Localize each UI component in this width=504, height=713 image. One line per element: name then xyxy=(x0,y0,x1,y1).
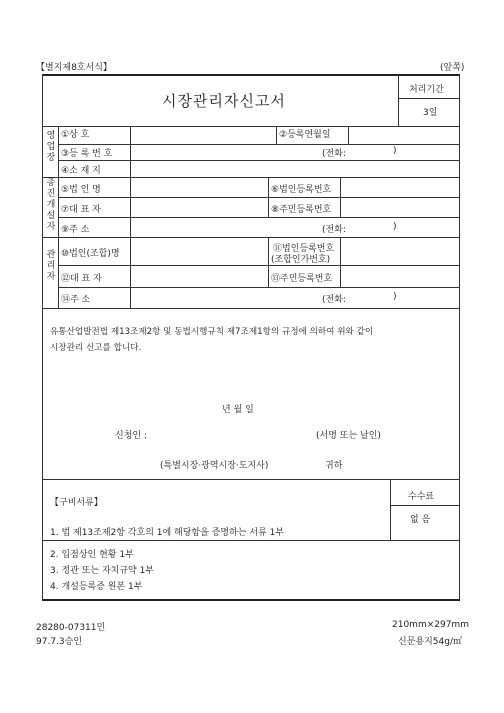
document-item: 4. 개설등록증 원본 1부 xyxy=(50,582,143,592)
row-line xyxy=(42,126,460,127)
section-manager-label: 관 리 자 xyxy=(46,250,56,282)
form-number: 【별지제8호서식】 xyxy=(36,63,112,73)
form-bottom-border xyxy=(42,599,460,601)
mgr-representative-label: ⑫대 표 자 xyxy=(61,274,102,284)
document-item: 1. 법 제13조제2항 각호의 1에 해당함을 증명하는 서류 1부 xyxy=(50,528,284,538)
row-line xyxy=(42,479,460,480)
row-line xyxy=(58,265,459,266)
processing-mid-line xyxy=(398,98,459,99)
footer-code: 28280-07311민 xyxy=(36,623,106,633)
founder-address-label: ⑨주 소 xyxy=(61,225,90,235)
cell-divider xyxy=(268,237,269,287)
addressee-suffix: 귀하 xyxy=(325,461,343,471)
form-right-border xyxy=(459,308,460,479)
fee-label: 수수료 xyxy=(408,492,435,502)
reg-number-label: ③등 록 번 호 xyxy=(61,149,113,159)
section-founder-label: 총 진 개 설 자 xyxy=(46,178,56,232)
processing-period-label: 처리기간 xyxy=(409,85,444,95)
reg-date-label: ②등록연월일 xyxy=(279,130,331,140)
cell-divider xyxy=(348,126,349,144)
processing-divider xyxy=(398,74,399,126)
processing-period-value: 3일 xyxy=(423,108,438,118)
documents-heading: 【구비서류】 xyxy=(50,498,103,508)
document-item: 2. 입점상인 현황 1부 xyxy=(50,550,134,560)
phone-close: ) xyxy=(393,222,397,232)
mgr-resident-no-label: ⑬주민등록번호 xyxy=(271,274,333,284)
trade-name-label: ①상 호 xyxy=(61,130,90,140)
phone-close: ) xyxy=(393,146,397,156)
row-line xyxy=(42,177,460,178)
form-right-border xyxy=(459,74,460,309)
mgr-address-label: ⑭주 소 xyxy=(61,295,91,305)
page-side-label: (앞쪽) xyxy=(440,63,465,73)
cell-divider xyxy=(340,237,341,287)
phone-label: (전화: xyxy=(322,225,346,235)
corp-reg-no-label: ⑥법인등록번호 xyxy=(271,185,332,195)
page-title: 시장관리자신고서 xyxy=(162,92,286,110)
mgr-union-approval-label: (조합인가번호) xyxy=(271,255,331,265)
form-left-border xyxy=(42,74,43,309)
phone-label: (전화: xyxy=(322,295,346,305)
row-line xyxy=(42,308,460,309)
statement-line-1: 유통산업발전법 제13조제2항 및 동법시행규칙 제7조제1항의 규정에 의하여 위와 같이 xyxy=(50,327,374,337)
footer-paper-size: 210mm×297mm xyxy=(392,620,469,630)
date-line: 년 월 일 xyxy=(222,405,254,415)
applicant-label: 신청인 : xyxy=(115,431,147,441)
mgr-corp-name-label: ⑩법인(조합)명 xyxy=(61,249,120,259)
signature-label: (서명 또는 날인) xyxy=(316,431,381,441)
document-item: 3. 정관 또는 자치규약 1부 xyxy=(50,566,155,576)
phone-close: ) xyxy=(393,292,397,302)
cell-divider xyxy=(276,126,277,144)
fee-mid-line xyxy=(390,505,459,506)
row-line xyxy=(58,197,459,198)
row-line xyxy=(42,237,460,238)
row-line xyxy=(42,540,460,541)
row-line xyxy=(58,287,459,288)
footer-paper-type: 신문용지54g/㎡ xyxy=(398,637,462,647)
resident-no-label: ⑧주민등록번호 xyxy=(271,205,332,215)
location-label: ④소 재 지 xyxy=(61,166,101,176)
addressee-name: (특별시장·광역시장·도지사) xyxy=(160,461,269,471)
form-left-border xyxy=(42,308,43,479)
phone-label: (전화: xyxy=(322,149,346,159)
mgr-corp-reg-no-label: ⑪법인등록번호 xyxy=(273,244,335,254)
section-business-label: 영 업 장 xyxy=(46,131,56,163)
representative-label: ⑦대 표 자 xyxy=(61,205,101,215)
fee-value: 없 음 xyxy=(410,515,431,525)
fee-divider xyxy=(390,479,391,540)
founder-name-label: ⑤법 인 명 xyxy=(61,185,101,195)
row-line xyxy=(58,160,459,161)
footer-approval: 97.7.3승인 xyxy=(36,637,83,647)
statement-line-2: 시장관리 신고를 합니다. xyxy=(50,343,142,353)
row-line xyxy=(58,144,459,145)
row-line xyxy=(58,217,459,218)
